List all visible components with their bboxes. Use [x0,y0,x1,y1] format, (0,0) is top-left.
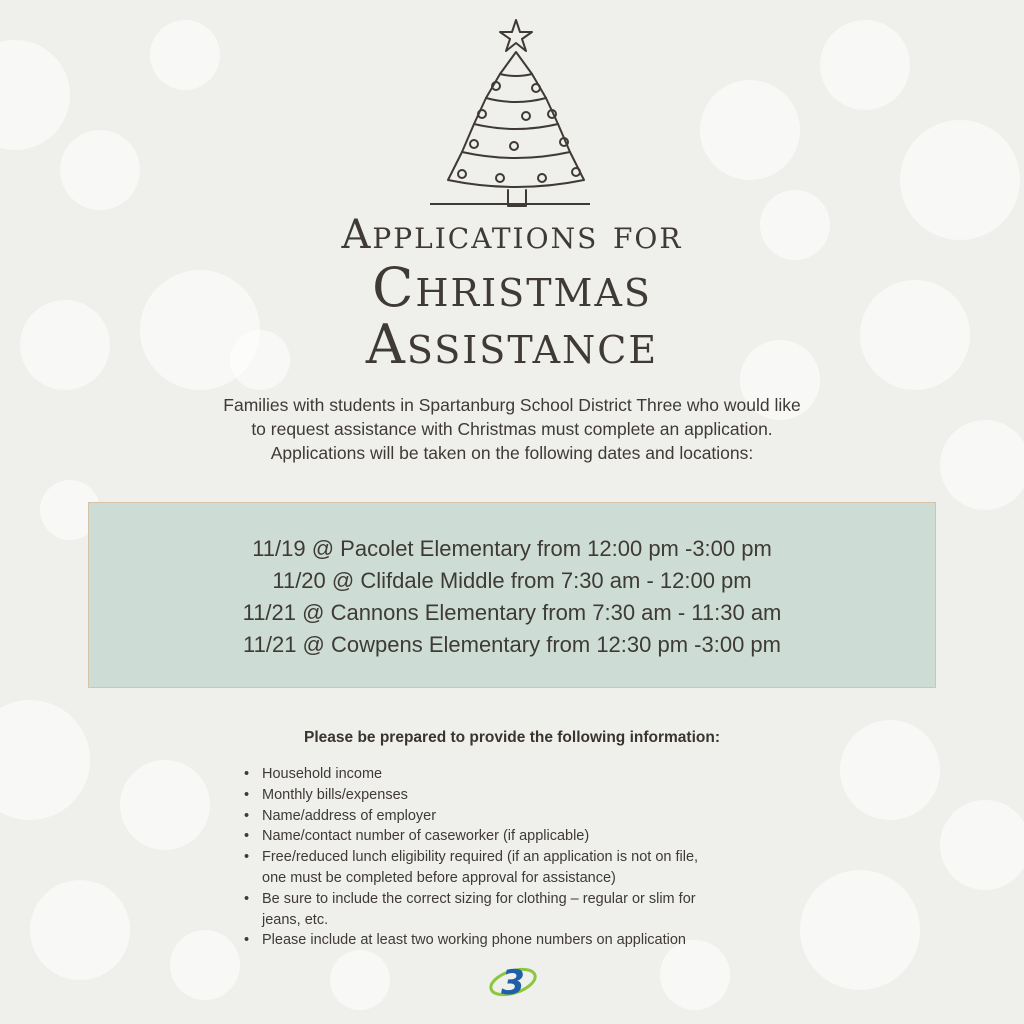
date-entry: 11/19 @ Pacolet Elementary from 12:00 pm -3:00 pm [252,536,772,561]
dates-box [88,502,936,688]
christmas-tree-icon [430,12,590,212]
intro-line: to request assistance with Christmas must complete an application. [251,419,773,439]
title-line-2: Christmas [372,256,652,319]
list-item-text: Please include at least two working phone numbers on application [262,932,686,949]
intro-paragraph [150,393,874,465]
list-item-text: Household income [262,766,383,782]
prepare-heading: Please be prepared to provide the following information: [304,729,720,746]
district-logo [487,962,539,1002]
list-item [262,785,792,806]
list-item [262,806,792,827]
date-entry: 11/21 @ Cowpens Elementary from 12:30 pm -3:00 pm [243,632,781,657]
list-item-text: Name/contact number of caseworker (if applicable) [262,828,590,845]
list-item-text: Be sure to include the correct sizing for clothing – regular or slim for [262,890,696,907]
list-item [262,889,792,931]
date-entry: 11/21 @ Cannons Elementary from 7:30 am - 11:30 am [242,600,782,625]
list-item-text: jeans, etc. [262,911,329,928]
list-item-text: Name/address of employer [262,807,437,824]
list-item [262,847,792,889]
logo-text: 3 [501,963,525,1002]
list-item [262,826,792,847]
requirements-list [262,764,792,951]
intro-line: Applications will be taken on the following dates and locations: [270,443,754,463]
list-item [262,764,792,785]
list-item-text: Monthly bills/expenses [262,786,408,803]
date-entry: 11/20 @ Clifdale Middle from 7:30 am - 12:00 pm [272,568,752,593]
intro-line: Families with students in Spartanburg School District Three who would like [223,395,801,415]
title-line-3: Assistance [365,313,659,376]
dates-list [89,533,935,661]
list-item-text: one must be completed before approval for assistance) [262,869,616,886]
list-item-text: Free/reduced lunch eligibility required (if an application is not on file, [262,849,699,866]
list-item [262,930,792,951]
title-line-1: Applications for [341,212,683,258]
